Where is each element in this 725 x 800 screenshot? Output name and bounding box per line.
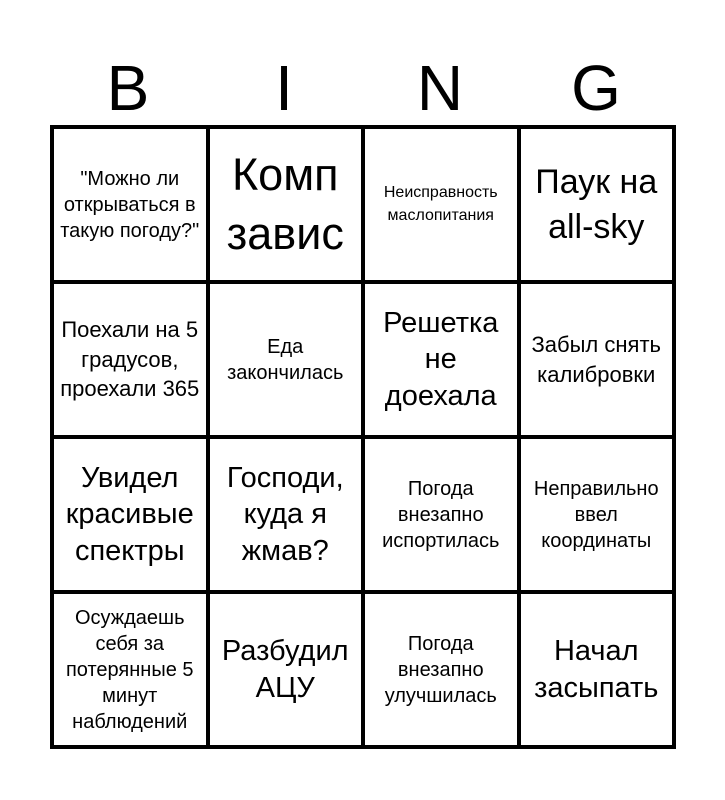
bingo-cell[interactable]: Еда закончилась (210, 284, 362, 435)
header-letter-n: N (416, 52, 464, 124)
bingo-cell[interactable]: Паук на all-sky (521, 129, 673, 280)
bingo-cell[interactable]: Погода внезапно улучшилась (365, 594, 517, 745)
bingo-cell[interactable]: Комп завис (210, 129, 362, 280)
header-letter-b: B (106, 52, 150, 124)
bingo-header (50, 52, 674, 124)
bingo-cell[interactable]: "Можно ли открываться в такую погоду?" (54, 129, 206, 280)
bingo-cell[interactable]: Осуждаешь себя за потерянные 5 минут наблюдений (54, 594, 206, 745)
bingo-cell[interactable]: Решетка не доехала (365, 284, 517, 435)
header-letter-g: G (571, 52, 621, 124)
bingo-grid (50, 125, 676, 749)
bingo-cell[interactable]: Начал засыпать (521, 594, 673, 745)
bingo-cell[interactable]: Разбудил АЦУ (210, 594, 362, 745)
bingo-cell[interactable]: Поехали на 5 градусов, проехали 365 (54, 284, 206, 435)
bingo-cell[interactable]: Господи, куда я жмав? (210, 439, 362, 590)
header-letter-i: I (275, 52, 293, 124)
bingo-cell[interactable]: Погода внезапно испортилась (365, 439, 517, 590)
bingo-cell[interactable]: Увидел красивые спектры (54, 439, 206, 590)
bingo-cell[interactable]: Забыл снять калибровки (521, 284, 673, 435)
bingo-cell[interactable]: Неисправность маслопитания (365, 129, 517, 280)
bingo-cell[interactable]: Неправильно ввел координаты (521, 439, 673, 590)
